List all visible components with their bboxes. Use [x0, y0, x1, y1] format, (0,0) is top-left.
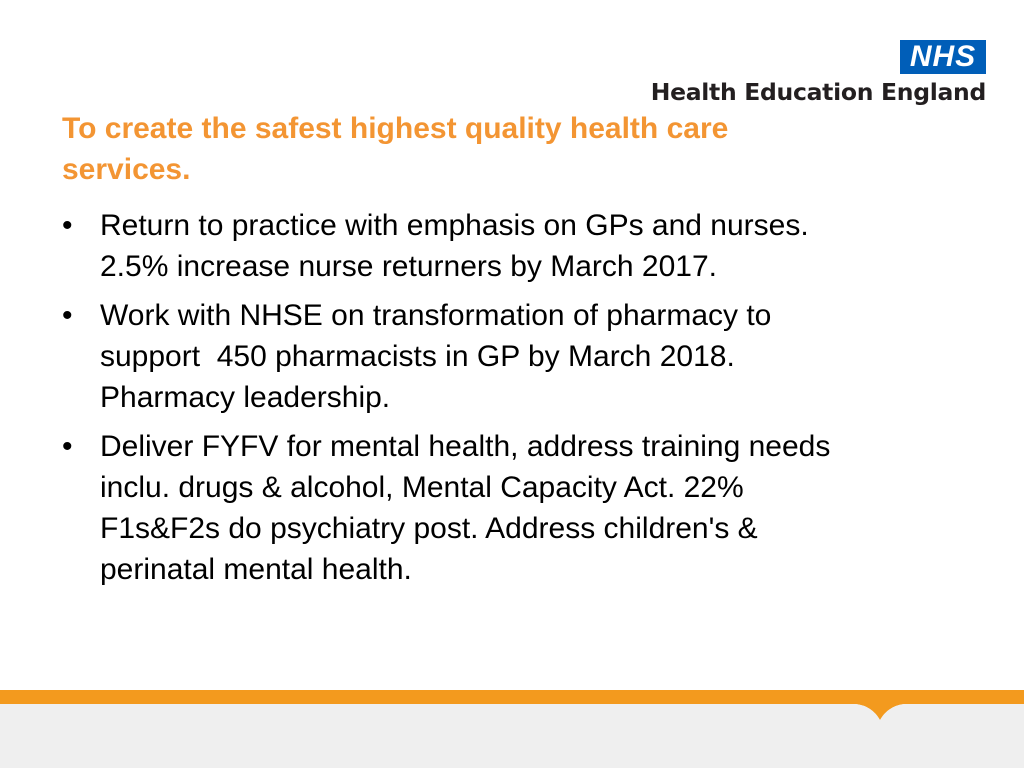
- bullet-text-line: Work with NHSE on transformation of pharmacy to: [100, 299, 772, 332]
- bullet-text-line: 2.5% increase nurse returners by March 2017.: [100, 250, 717, 283]
- bullet-text-line: Return to practice with emphasis on GPs and nurses.: [100, 209, 809, 242]
- bullet-icon: •: [62, 299, 73, 332]
- bullet-text-line: Deliver FYFV for mental health, address training needs: [100, 430, 831, 463]
- nhs-logo-box: NHS: [900, 40, 986, 74]
- bullet-item-1: [62, 205, 962, 287]
- bullet-text-line: perinatal mental health.: [100, 553, 412, 586]
- nhs-hee-logo: [636, 40, 986, 112]
- bullet-text-line: Pharmacy leadership.: [100, 381, 391, 414]
- organisation-name: Health Education England: [650, 78, 986, 106]
- bullet-text-line: inclu. drugs & alcohol, Mental Capacity Act. 22%: [100, 471, 744, 504]
- slide-title: To create the safest highest quality health care services.: [62, 112, 729, 186]
- bullet-item-2: [62, 295, 962, 418]
- bullet-list: [62, 205, 962, 598]
- bullet-icon: •: [62, 430, 73, 463]
- bullet-text-line: F1s&F2s do psychiatry post. Address children's &: [100, 512, 758, 545]
- footer-notch-decoration: [0, 690, 1024, 730]
- bullet-icon: •: [62, 209, 73, 242]
- bullet-text-line: support 450 pharmacists in GP by March 2018.: [100, 340, 735, 373]
- bullet-item-3: [62, 426, 962, 590]
